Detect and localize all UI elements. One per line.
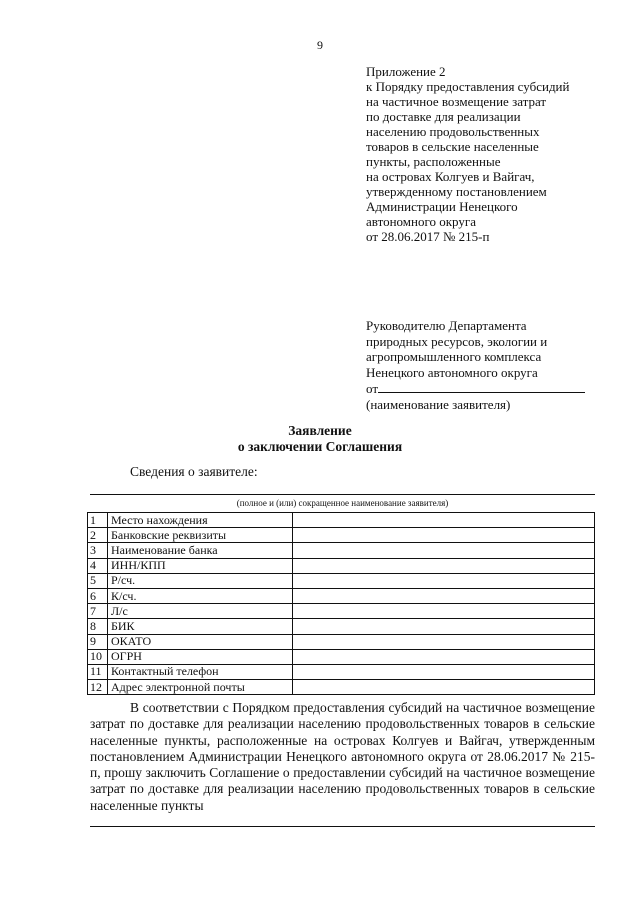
title-line-1: Заявление: [288, 423, 352, 438]
field-label: Наименование банка: [108, 543, 293, 558]
field-label: Место нахождения: [108, 513, 293, 528]
applicant-info-label: Сведения о заявителе:: [130, 464, 258, 479]
applicant-caption: (наименование заявителя): [366, 396, 511, 412]
field-label: Р/сч.: [108, 573, 293, 588]
addressee-block: [366, 318, 585, 412]
fill-in-line[interactable]: [90, 826, 595, 827]
table-row: [88, 664, 595, 679]
field-label: Банковские реквизиты: [108, 528, 293, 543]
from-label: от: [366, 381, 379, 396]
field-label: К/сч.: [108, 588, 293, 603]
table-row: [88, 543, 595, 558]
appendix-line: на островах Колгуев и Вайгач,: [366, 169, 535, 184]
addressee-line: природных ресурсов, экологии и: [366, 333, 548, 349]
addressee-line: Руководителю Департамента: [366, 318, 527, 333]
appendix-line: к Порядку предоставления субсидий: [366, 79, 570, 94]
appendix-line: пункты, расположенные: [366, 154, 501, 169]
addressee-line: агропромышленного комплекса: [366, 349, 542, 364]
field-label: Л/с: [108, 604, 293, 619]
title-line-2: о заключении Соглашения: [237, 439, 403, 454]
appendix-line: автономного округа: [366, 214, 476, 229]
table-row: [88, 588, 595, 603]
field-value[interactable]: [293, 513, 595, 528]
field-value[interactable]: [293, 543, 595, 558]
requisites-table: [87, 512, 595, 695]
appendix-line: населению продовольственных: [366, 124, 540, 139]
field-label: Контактный телефон: [108, 664, 293, 679]
row-number: 9: [88, 634, 108, 649]
field-label: БИК: [108, 619, 293, 634]
table-row: [88, 634, 595, 649]
table-row: [88, 528, 595, 543]
applicant-fullname-caption: (полное и (или) сокращенное наименование заявителя): [236, 498, 449, 508]
request-paragraph: [90, 700, 595, 814]
field-value[interactable]: [293, 558, 595, 573]
row-number: 12: [88, 680, 108, 695]
row-number: 4: [88, 558, 108, 573]
row-number: 5: [88, 573, 108, 588]
row-number: 10: [88, 649, 108, 664]
field-value[interactable]: [293, 528, 595, 543]
appendix-line: от 28.06.2017 № 215-п: [366, 229, 490, 244]
row-number: 6: [88, 588, 108, 603]
appendix-line: по доставке для реализации: [366, 109, 521, 124]
requisites-body: [88, 513, 595, 695]
page-number: 9: [317, 38, 323, 52]
appendix-line: товаров в сельские населенные: [366, 139, 539, 154]
request-text: В соответствии с Порядком предоставления субсидий на частичное возмещение затрат по доставке для реализации населению продовольственных товаров в сельские населенные пункты, расположенные на островах Колгуев и Вайгач, утвержденным постановлением Администрации Ненецкого автономного округа от 28.06.2017 № 215-п, прошу заключить Соглашение о предоставлении субсидий на частичное возмещение затрат по доставке для реализации населению продовольственных товаров в сельские населенные пункты: [90, 700, 595, 813]
appendix-heading: [366, 64, 569, 244]
row-number: 11: [88, 664, 108, 679]
addressee-line: Ненецкого автономного округа: [366, 364, 538, 380]
field-value[interactable]: [293, 680, 595, 695]
field-value[interactable]: [293, 634, 595, 649]
from-field: [366, 380, 585, 397]
table-row: [88, 558, 595, 573]
appendix-line: на частичное возмещение затрат: [366, 94, 547, 109]
field-value[interactable]: [293, 588, 595, 603]
applicant-fullname-line[interactable]: [90, 494, 595, 495]
field-value[interactable]: [293, 664, 595, 679]
field-label: ОКАТО: [108, 634, 293, 649]
field-label: ИНН/КПП: [108, 558, 293, 573]
table-row: [88, 680, 595, 695]
appendix-line: Приложение 2: [366, 64, 446, 79]
row-number: 7: [88, 604, 108, 619]
field-label: ОГРН: [108, 649, 293, 664]
field-value[interactable]: [293, 604, 595, 619]
table-row: [88, 573, 595, 588]
table-row: [88, 513, 595, 528]
field-label: Адрес электронной почты: [108, 680, 293, 695]
applicant-name-line[interactable]: [378, 380, 585, 393]
document-title: [0, 423, 640, 455]
appendix-line: утвержденному постановлением: [366, 184, 547, 199]
field-value[interactable]: [293, 573, 595, 588]
appendix-line: Администрации Ненецкого: [366, 199, 518, 214]
field-value[interactable]: [293, 619, 595, 634]
row-number: 1: [88, 513, 108, 528]
table-row: [88, 619, 595, 634]
table-row: [88, 604, 595, 619]
field-value[interactable]: [293, 649, 595, 664]
row-number: 2: [88, 528, 108, 543]
row-number: 8: [88, 619, 108, 634]
row-number: 3: [88, 543, 108, 558]
table-row: [88, 649, 595, 664]
